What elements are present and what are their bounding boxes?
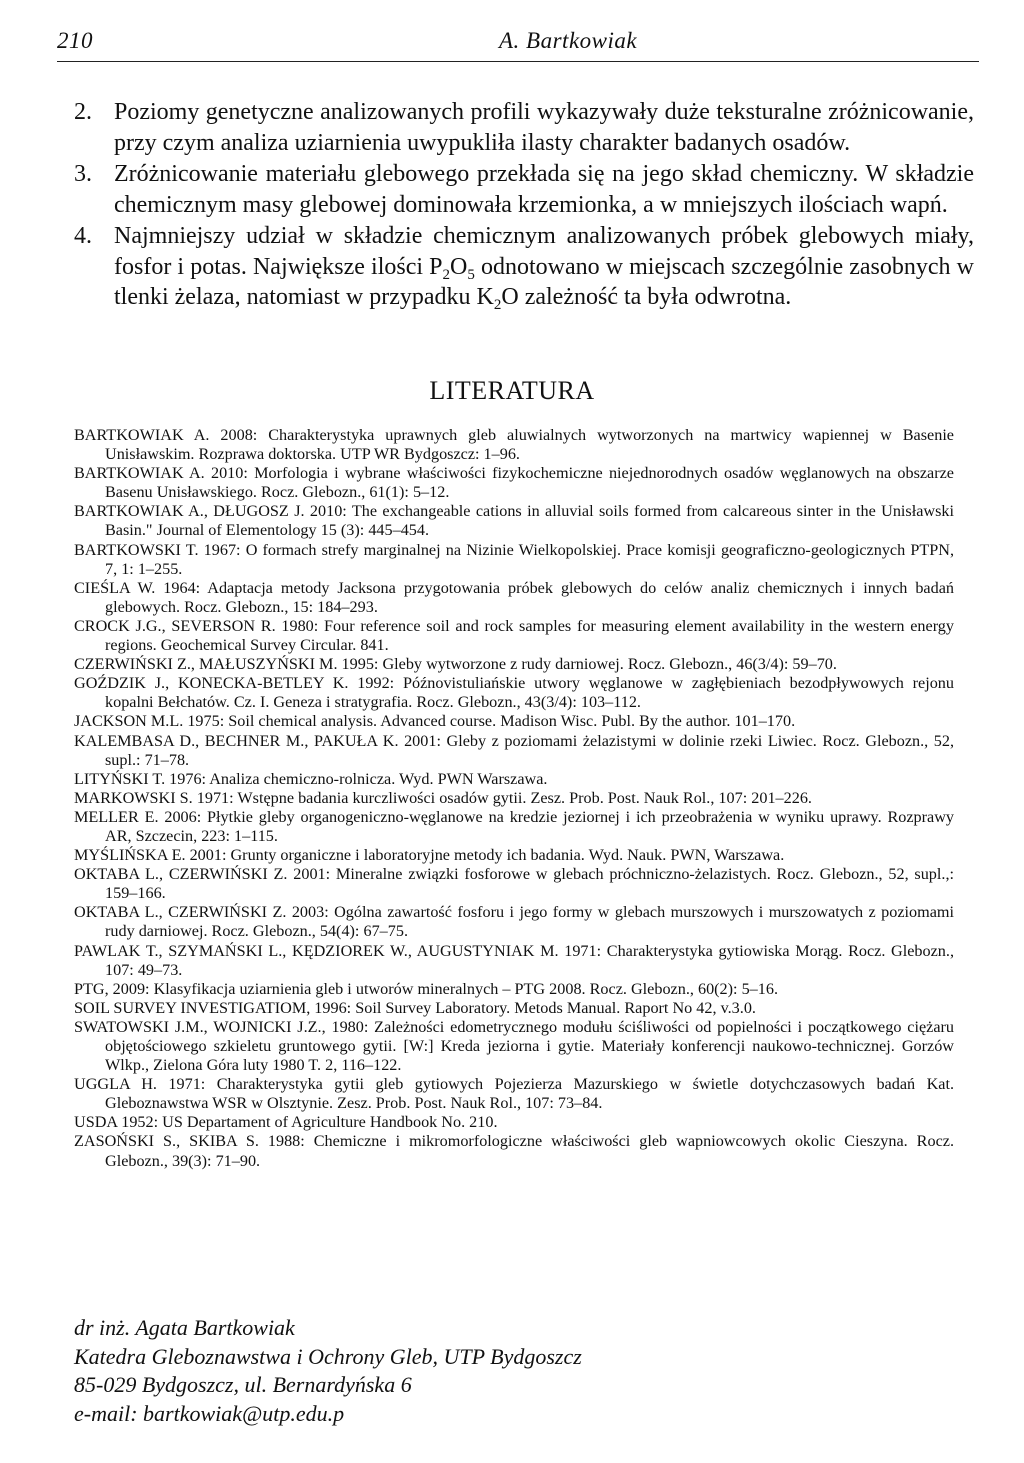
reference-item: LITYŃSKI T. 1976: Analiza chemiczno-rolnicza. Wyd. PWN Warszawa.	[74, 769, 548, 788]
reference-item: CIEŚLA W. 1964: Adaptacja metody Jacksona przygotowania próbek glebowych do celów analiz chemicznych i innych badań glebowych. Rocz. Glebozn., 15: 184–293.	[74, 578, 954, 616]
author-address: 85-029 Bydgoszcz, ul. Bernardyńska 6	[74, 1372, 412, 1397]
subscript: 5	[467, 266, 475, 283]
reference-item: ZASOŃSKI S., SKIBA S. 1988: Chemiczne i mikromorfologiczne właściwości gleb wapniowcowych okolic Cieszyna. Rocz. Glebozn., 39(3): 71–90.	[74, 1132, 954, 1170]
reference-item: BARTKOWIAK A., DŁUGOSZ J. 2010: The exchangeable cations in alluvial soils formed from calcareous sinter in the Unisławski Basin." Journal of Elementology 15 (3): 445–454.	[74, 502, 954, 540]
text-run: odnotowano w miejscach szczególnie zasobnych w tlenki żelaza, natomiast w przypadku K	[114, 253, 974, 310]
reference-item: OKTABA L., CZERWIŃSKI Z. 2001: Mineralne związki fosforowe w glebach próchniczno-żelazistych. Rocz. Glebozn., 52, supl.,: 159–166.	[74, 865, 954, 903]
reference-item: UGGLA H. 1971: Charakterystyka gytii gleb gytiowych Pojezierza Mazurskiego w świetle dotychczasowych badań Kat. Gleboznawstwa WSR w Olsztynie. Zesz. Prob. Post. Nauk Rol., 107: 73–84.	[74, 1075, 954, 1113]
reference-item: JACKSON M.L. 1975: Soil chemical analysis. Advanced course. Madison Wisc. Publ. By the author. 101–170.	[74, 712, 796, 731]
conclusions-list	[74, 97, 974, 314]
running-head	[57, 28, 979, 60]
text-run: Najmniejszy udział w składzie chemicznym analizowanych próbek glebowych miały, fosfor i potas. Największe ilości P	[114, 223, 974, 280]
conclusion-number: 4.	[74, 223, 92, 249]
reference-item: PTG, 2009: Klasyfikacja uziarnienia gleb i utworów mineralnych – PTG 2008. Rocz. Glebozn., 60(2): 5–16.	[74, 979, 778, 998]
literature-heading: LITERATURA	[429, 376, 595, 405]
department-name: Katedra Gleboznawstwa i Ochrony Gleb,	[74, 1343, 438, 1369]
header-rule	[57, 61, 979, 62]
institution-name: UTP Bydgoszcz	[443, 1343, 582, 1369]
conclusion-item	[74, 97, 974, 158]
reference-item: CZERWIŃSKI Z., MAŁUSZYŃSKI M. 1995: Gleby wytworzone z rudy darniowej. Rocz. Glebozn., 46(3/4): 59–70.	[74, 655, 837, 674]
conclusion-item	[74, 159, 974, 220]
conclusion-item	[74, 221, 974, 313]
reference-item: MELLER E. 2006: Płytkie gleby organogeniczno-węglanowe na kredzie jeziornej i ich przeobrażenia w wyniku uprawy. Rozprawy AR, Szczecin, 223: 1–115.	[74, 807, 954, 845]
author-affiliation	[74, 1343, 582, 1372]
reference-item: USDA 1952: US Departament of Agriculture Handbook No. 210.	[74, 1113, 498, 1132]
reference-item: KALEMBASA D., BECHNER M., PAKUŁA K. 2001: Gleby z poziomami żelazistymi w dolinie rzeki Liwiec. Rocz. Glebozn., 52, supl.: 71–78.	[74, 731, 954, 769]
reference-item: MYŚLIŃSKA E. 2001: Grunty organiczne i laboratoryjne metody ich badania. Wyd. Nauk. PWN, Warszawa.	[74, 846, 785, 865]
reference-item: MARKOWSKI S. 1971: Wstępne badania kurczliwości osadów gytii. Zesz. Prob. Post. Nauk Rol., 107: 201–226.	[74, 788, 812, 807]
conclusion-number: 2.	[74, 99, 92, 125]
text-run: O zależność ta była odwrotna.	[501, 284, 792, 310]
subscript: 2	[493, 297, 502, 313]
reference-list	[74, 426, 954, 1171]
page-number: 210	[57, 28, 93, 53]
conclusion-number: 3.	[74, 161, 92, 187]
reference-item: GOŹDZIK J., KONECKA-BETLEY K. 1992: Późnovistuliańskie utwory węglanowe w zagłębieniach bezodpływowych rejonu kopalni Bełchatów. Cz. I. Geneza i stratygrafia. Rocz. Glebozn., 43(3/4): 103–112.	[74, 674, 954, 712]
conclusion-text: Zróżnicowanie materiału glebowego przekłada się na jego skład chemiczny. W składzie chemicznym masy glebowej dominowała krzemionka, a w mniejszych ilościach wapń.	[114, 161, 974, 218]
reference-item: CROCK J.G., SEVERSON R. 1980: Four reference soil and rock samples for measuring element availability in the western energy regions. Geochemical Survey Circular. 841.	[74, 616, 954, 655]
subscript: 2	[442, 266, 450, 283]
author-email: e-mail: bartkowiak@utp.edu.p	[74, 1400, 345, 1426]
author-name: dr inż. Agata Bartkowiak	[74, 1315, 295, 1340]
reference-item: OKTABA L., CZERWIŃSKI Z. 2003: Ogólna zawartość fosforu i jego formy w glebach murszowych i murszowatych z poziomami rudy darniowej. Rocz. Glebozn., 54(4): 67–75.	[74, 903, 954, 941]
reference-item: SWATOWSKI J.M., WOJNICKI J.Z., 1980: Zależności edometrycznego modułu ściśliwości od popielności i początkowego ciężaru objętościowego szkieletu gruntowego gytii. [W:] Kreda jeziorna i gytie. Materiały konferencji naukowo-technicznej. Gorzów Wlkp., Zielona Góra luty 1980 T. 2, 116–122.	[74, 1017, 954, 1075]
conclusion-text: Poziomy genetyczne analizowanych profili wykazywały duże teksturalne zróżnicowanie, przy czym analiza uziarnienia uwypukliła ilasty charakter badanych osadów.	[114, 99, 974, 156]
reference-item: PAWLAK T., SZYMAŃSKI L., KĘDZIOREK W., AUGUSTYNIAK M. 1971: Charakterystyka gytiowiska Morąg. Rocz. Glebozn., 107: 49–73.	[74, 941, 954, 979]
running-head-author: A. Bartkowiak	[499, 28, 638, 53]
reference-item: BARTKOWSKI T. 1967: O formach strefy marginalnej na Nizinie Wielkopolskiej. Prace komisji geograficzno-geologicznych PTPN, 7, 1: 1–255.	[74, 540, 954, 578]
author-signature-block	[74, 1314, 582, 1428]
text-run: O	[449, 253, 468, 280]
reference-item: SOIL SURVEY INVESTIGATIOM, 1996: Soil Survey Laboratory. Metods Manual. Raport No 42, v.3.0.	[74, 998, 756, 1017]
reference-item: BARTKOWIAK A. 2008: Charakterystyka uprawnych gleb aluwialnych wytworzonych na martwicy wapiennej w Basenie Unisławskim. Rozprawa doktorska. UTP WR Bydgoszcz: 1–96.	[74, 426, 954, 464]
reference-item: BARTKOWIAK A. 2010: Morfologia i wybrane właściwości fizykochemiczne niejednorodnych osadów węglanowych na obszarze Basenu Unisławskiego. Rocz. Glebozn., 61(1): 5–12.	[74, 464, 954, 502]
conclusion-text	[114, 221, 974, 313]
